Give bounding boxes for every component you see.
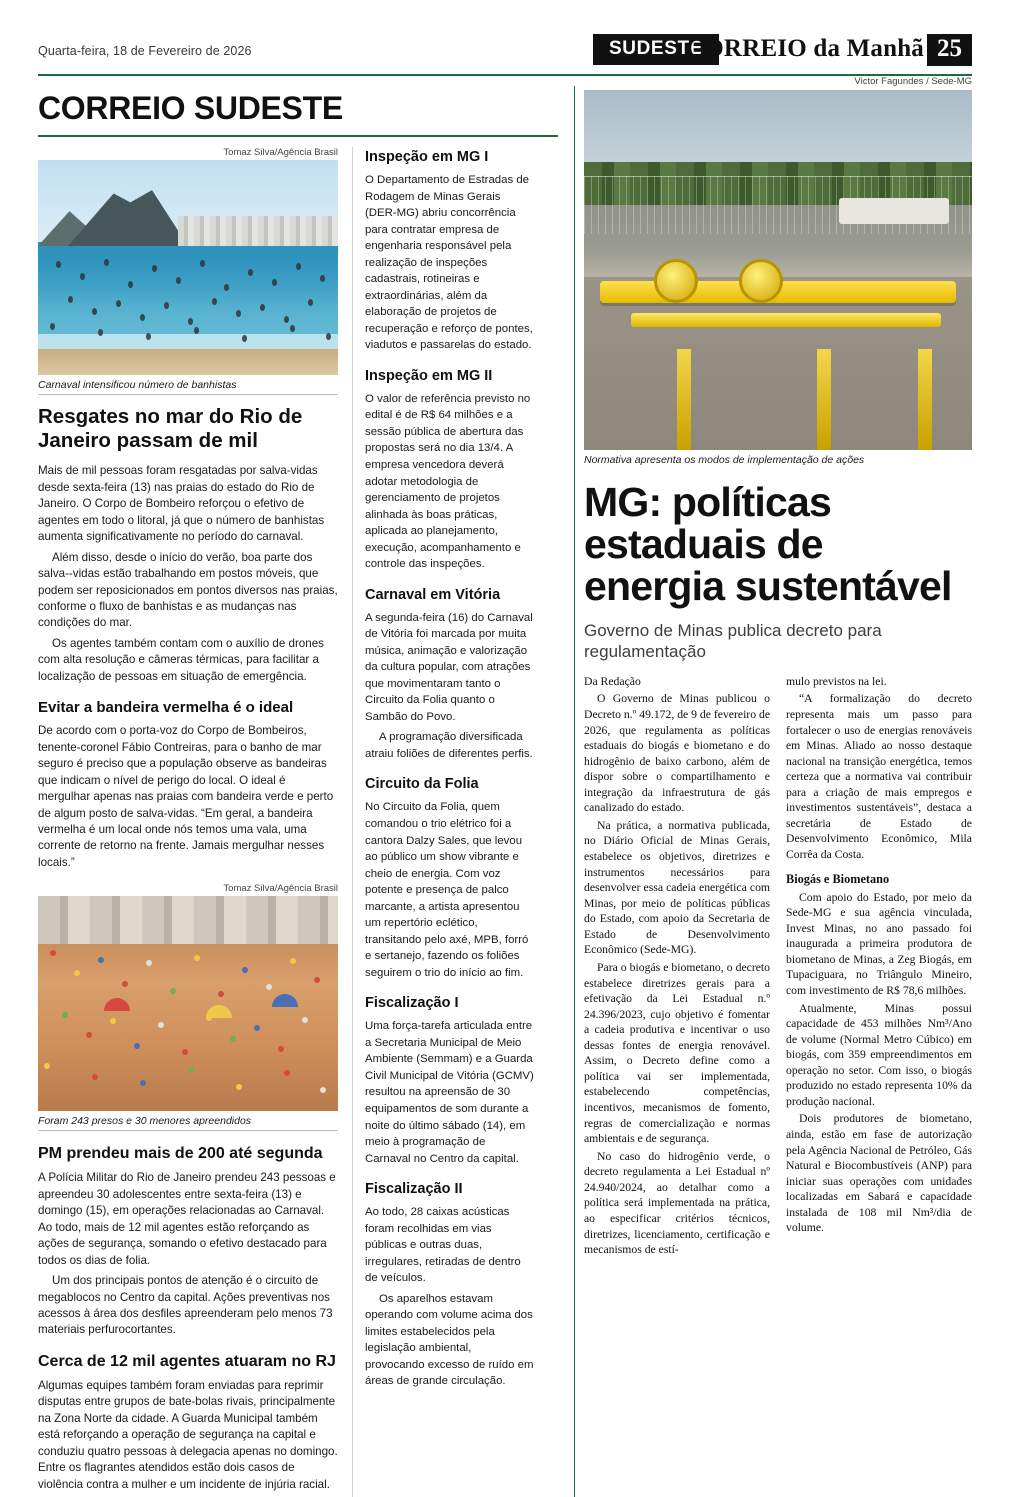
left-section bbox=[38, 76, 574, 1497]
brief-title-2: Inspeção em MG II bbox=[365, 367, 493, 384]
column-divider bbox=[574, 86, 575, 1497]
story-headline-1: Resgates no mar do Rio de Janeiro passam de mil bbox=[38, 405, 303, 453]
left-main-column bbox=[38, 147, 338, 1497]
article-column-2 bbox=[786, 674, 972, 1260]
rc2-p4: Atualmente, Minas possui capacidade de 453 milhões Nm³/Ano de volume (Normal Metro Cúbico) em biogás, com 359 empreendimentos em operação no setor. Com isso, o biogás produzido no estado representa 10% da produção nacional. bbox=[786, 1001, 972, 1108]
brief-title-5: Fiscalização I bbox=[365, 995, 459, 1012]
main-deck: Governo de Minas publica decreto para regulamentação bbox=[584, 620, 882, 661]
photo-credit-2: Tomaz Silva/Agência Brasil bbox=[223, 883, 338, 895]
rc2-p3: Com apoio do Estado, por meio da Sede-MG e sua agência vinculada, Invest Minas, no ano passado foi inaugurada a primeira produtora de biometano de Minas, a Zeg Biogás, em Tupaciguara, no Triângulo Mineiro, com investimento de R$ 78,6 milhões. bbox=[786, 890, 972, 997]
story1-p1: Mais de mil pessoas foram resgatadas por salva-vidas desde sexta-feira (13) nas praias do estado do Rio de Janeiro. O Corpo de Bombeiro reforçou o efetivo de agentes em todo o litoral, já que o número de banhistas aumenta significativamente no período do carnaval. bbox=[38, 464, 325, 544]
byline: Da Redação bbox=[584, 674, 641, 688]
publication-date: Quarta-feira, 18 de Fevereiro de 2026 bbox=[38, 44, 252, 58]
main-headline: MG: políticas estaduais de energia sustentável bbox=[584, 479, 952, 610]
brief-title-6: Fiscalização II bbox=[365, 1181, 463, 1198]
rc2-p2: “A formalização do decreto representa mais um passo para fortalecer o uso de energias renováveis em Minas. Aliado ao nosso destaque nacional na transição energética, temos certeza que a normativa vai contribuir para a criação de mais empregos e investimentos sustentáveis”, destaca a secretária de Estado de Desenvolvimento Econômico, Mila Corrêa da Costa. bbox=[786, 692, 972, 861]
brief-title-1: Inspeção em MG I bbox=[365, 149, 489, 165]
story-headline-4: Cerca de 12 mil agentes atuaram no RJ bbox=[38, 1352, 336, 1370]
newspaper-brand: CORREIO da Manhã bbox=[686, 35, 924, 62]
page-body bbox=[38, 76, 972, 1497]
rc1-p4: No caso do hidrogênio verde, o decreto regulamenta a Lei Estadual nº 24.940/2024, ao detalhar como a política será implementada na prática, ao especificar critérios técnicos, diretrizes, licenciamento, certificação e mecanismos de estí- bbox=[584, 1149, 770, 1257]
story3-p2: Um dos principais pontos de atenção é o circuito de megablocos no Centro da capital. Ações preventivas nos acessos à área dos desfiles apreenderam pelo menos 73 materiais perfurocortantes. bbox=[38, 1274, 333, 1337]
brief-title-3: Carnaval em Vitória bbox=[365, 586, 501, 603]
story3-p1: A Polícia Militar do Rio de Janeiro prendeu 243 pessoas e apreendeu 30 adolescentes entre sexta-feira (13) e domingo (15), em operações relacionadas ao Carnaval. Ao todo, mais de 12 mil agentes estão reforçando as ações de segurança, somando o efetivo destacado para todos os dias de folia. bbox=[38, 1171, 336, 1267]
story1-p3: Os agentes também contam com o auxílio de drones com alta resolução e câmeras térmicas, para facilitar a localização de pessoas em situação de emergência. bbox=[38, 636, 324, 683]
article-column-1 bbox=[584, 674, 770, 1260]
story2-p1: De acordo com o porta-voz do Corpo de Bombeiros, tenente-coronel Fábio Contreiras, para o banho de mar seguro é preciso que a população observe as bandeiras que indicam o nível de perigo do local. O ideal é mergulhar apenas nas praias com bandeira verde e perto de algum posto de salva-vidas. “Em geral, a bandeira vermelha é um local onde nós temos uma vala, uma corrente de retorno na frente. Jamais mergulhar nesses locais.” bbox=[38, 724, 334, 869]
story-headline-3: PM prendeu mais de 200 até segunda bbox=[38, 1145, 323, 1163]
story1-p2: Além disso, desde o início do verão, boa parte dos salva--vidas estão trabalhando em postos móveis, que podem ser reposicionados em pontos diversos nas praias, conforme o fluxo de banhistas e as mudanças nas condições do mar. bbox=[38, 550, 338, 630]
rc2-p5: Dois produtores de biometano, ainda, estão em fase de autorização pela Agência Nacional de Petróleo, Gás Natural e Biocombustíveis (ANP) para iniciar suas operações com unidades localizadas em Sabará e capacidade instalada de 108 mil Nm³/dia de volume. bbox=[786, 1112, 972, 1235]
brief-text-6b: Os aparelhos estavam operando com volume acima dos limites estabelecidos pela legislação ambiental, provocando excesso de ruído em áreas de grande circulação. bbox=[365, 1292, 534, 1388]
photo-credit: Tomaz Silva/Agência Brasil bbox=[223, 147, 338, 158]
brief-text-2: O valor de referência previsto no edital é de R$ 64 milhões e a sessão pública de abertura das propostas será no dia 13/4. A empresa vencedora deverá adotar metodologia de gerenciamento de projetos alinhada às boas práticas, aplicada ao planejamento, execução, acompanhamento e controle das inspeções. bbox=[365, 392, 531, 571]
beach-photo bbox=[38, 160, 338, 375]
rc1-p3: Para o biogás e biometano, o decreto estabelece diretrizes gerais para a efetivação da Lei Estadual n.º 24.396/2023, cujo objetivo é fomentar a cadeia produtiva e incentivar o uso dessas fontes de energia renovável. Assim, o Decreto define como a política vai ser implementada, estabelecendo competências, incentivos, mecanismos de fomento, regras de comercialização e normas ambientais e de segurança. bbox=[584, 960, 770, 1146]
photo-caption-2: Foram 243 presos e 30 menores apreendidos bbox=[38, 1111, 338, 1131]
rc1-p2: Na prática, a normativa publicada, no Diário Oficial de Minas Gerais, estabelece os objetivos, diretrizes e instrumentos necessários para desenvolver essa cadeia energética com Minas, por meio de políticas públicas do Estado, com apoio da Secretaria de Estado de Desenvolvimento Econômico (Sede-MG). bbox=[584, 818, 770, 957]
page-number: 25 bbox=[927, 34, 972, 66]
bathers-group bbox=[38, 250, 338, 353]
photo-caption: Carnaval intensificou número de banhistas bbox=[38, 375, 338, 395]
section-title: CORREIO SUDESTE bbox=[38, 90, 343, 126]
brief-text-5: Uma força-tarefa articulada entre a Secretaria Municipal de Meio Ambiente (Semmam) e a Guarda Civil Municipal de Vitória (GCMV) resultou na apreensão de 30 equipamentos de som durante a noite do último sábado (14), em meio à programação de Carnaval no Centro da capital. bbox=[365, 1020, 534, 1165]
story4-p1: Algumas equipes também foram enviadas para reprimir disputas entre grupos de bate-bolas rivais, principalmente na Zona Norte da cidade. A Guarda Municipal também está reforçando a operação de segurança na capital e conduziu quatro pessoas à delegacia apenas no domingo. Entre os flagrantes atendidos estão dois casos de violência contra a mulher e um incidente de injúria racial. bbox=[38, 1378, 338, 1491]
section-tag: SUDESTE bbox=[593, 34, 719, 65]
right-photo-caption: Normativa apresenta os modos de implementação de ações bbox=[584, 454, 865, 466]
gas-pipeline-photo bbox=[584, 90, 972, 450]
brief-text-6: Ao todo, 28 caixas acústicas foram recolhidas em vias públicas e outras duas, irregulares, retiradas de dentro de veículos. bbox=[365, 1206, 521, 1285]
rc1-p1: O Governo de Minas publicou o Decreto n.º 49.172, de 9 de fevereiro de 2026, que regulamenta as políticas estaduais do biogás e biometano e do hidrogênio de baixo carbono, além de dispor sobre o compartilhamento e integração da infraestrutura de gás canalizado do estado. bbox=[584, 692, 771, 815]
brief-text-3b: A programação diversificada atraiu foliões de diferentes perfis. bbox=[365, 731, 533, 760]
brief-title-4: Circuito da Folia bbox=[365, 776, 479, 793]
story-headline-2: Evitar a bandeira vermelha é o ideal bbox=[38, 699, 294, 717]
carnival-photo bbox=[38, 896, 338, 1111]
right-photo-credit: Victor Fagundes / Sede-MG bbox=[854, 76, 972, 87]
article-subhead: Biogás e Biometano bbox=[786, 871, 890, 886]
section-title-rule bbox=[38, 135, 558, 137]
right-section bbox=[584, 76, 972, 1497]
brief-text-3: A segunda-feira (16) do Carnaval de Vitória foi marcada por muita música, animação e valorização da cultura popular, com atrações que movimentaram tanto o Circuito da Folia quanto o Sambão do Povo. bbox=[365, 611, 533, 723]
rc2-p1: mulo previstos na lei. bbox=[786, 674, 887, 688]
briefs-column bbox=[352, 147, 534, 1497]
crowd-group bbox=[38, 939, 338, 1111]
masthead bbox=[38, 34, 972, 68]
brief-text-1: O Departamento de Estradas de Rodagem de Minas Gerais (DER-MG) abriu concorrência para contratar empresa de engenharia responsável pela realização de inspeções cadastrais, rotineiras e extraordinárias, além da elaboração de projetos de recuperação e reforço de pontes, viadutos e passarelas do estado. bbox=[365, 174, 533, 352]
brief-text-4: No Circuito da Folia, quem comandou o trio elétrico foi a cantora Dalzy Sales, que levou ao público um show vibrante e cheio de energia. Com voz potente e presença de palco marcante, a artista apresentou um repertório eclético, transitando pelo axé, MPB, forró e sertanejo, fazendo os foliões seguirem o trio do início ao fim. bbox=[365, 801, 529, 979]
